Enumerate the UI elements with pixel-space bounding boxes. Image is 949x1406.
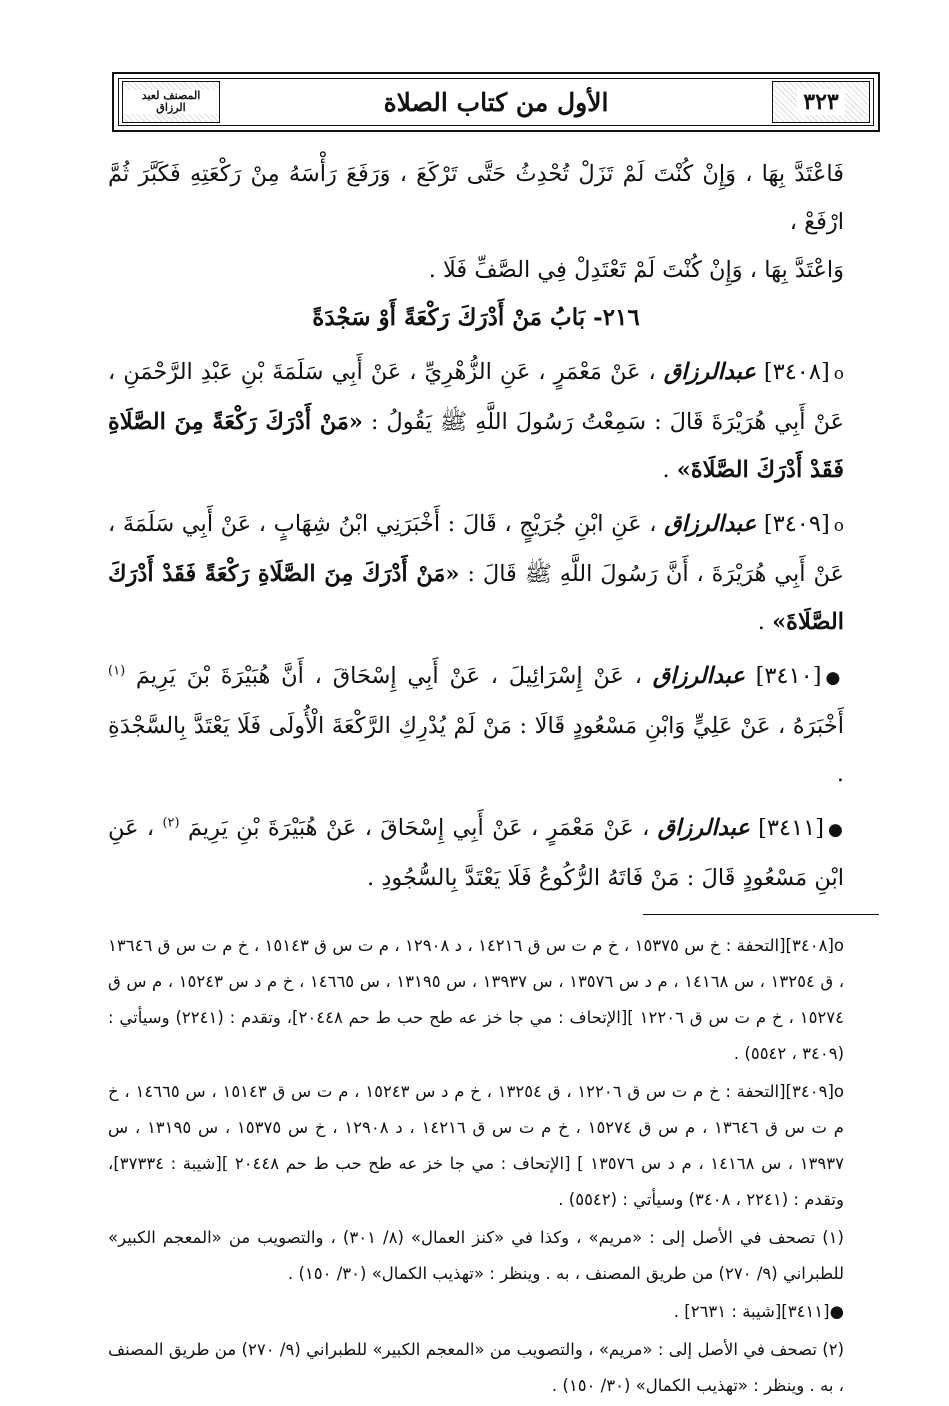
hadith-author: عبدالرزاق <box>657 815 750 841</box>
hadith-number: [٣٤١٠] <box>755 663 822 689</box>
hadith-marker: ● <box>825 668 844 688</box>
hadith-3411 <box>108 804 844 902</box>
hadith-marker: ο <box>833 364 845 384</box>
hadith-marker: ● <box>828 820 845 840</box>
hadith-text: ، عَنِ ابْنِ جُرَيْجٍ ، قَالَ : أَخْبَرَنِي ابْنُ شِهَابٍ ، عَنْ أَبِي سَلَمَةَ ، عَنْ أَبِي هُرَيْرَةَ ، أَنَّ رَسُولَ اللَّهِ ﷺ قَالَ : <box>108 511 844 587</box>
page-number-box <box>772 81 870 123</box>
hadith-number: [٣٤٠٨] <box>763 359 830 385</box>
hadith-text: ، عَنْ مَعْمَرٍ ، عَنْ أَبِي إِسْحَاقَ ، عَنْ هُبَيْرَةَ بْنِ يَرِيمَ <box>187 815 650 841</box>
hadith-end: . <box>662 457 670 483</box>
footnote-takhrij-3408: ο[٣٤٠٨][التحفة : خ س ١٥٣٧٥ ، خ م ت س ق ١٤٢١٦ ، د ١٢٩٠٨ ، م ت س ق ١٥١٤٣ ، خ م ت س ق ١٣٦٤٦ ، ق ١٣٢٥٤ ، س ١٤١٦٨ ، م د س ١٣٥٧٦ ، س ١٣٩٣٧ ، س ١٣١٩٥ ، س ١٤٦٦٥ ، خ م د س ١٥٢٤٣ ، م س ق ١٥٢٧٤ ، خ م ت س ق ١٢٢٠٦ ][الإتحاف : مي جا خز عه طح حب ط حم ٢٠٤٤٨]، وتقدم : (٢٢٤١) وسيأتي : (٣٤٠٩ ، ٥٥٤٢) . <box>108 936 845 1063</box>
hadith-text: ، عَنْ مَعْمَرٍ ، عَنِ الزُّهْرِيِّ ، عَنْ أَبِي سَلَمَةَ بْنِ عَبْدِ الرَّحْمَنِ ، عَنْ أَبِي هُرَيْرَةَ قَالَ : سَمِعْتُ رَسُولَ اللَّهِ ﷺ يَقُولُ : <box>108 359 844 435</box>
footnotes <box>108 928 844 1406</box>
footnote-ref[interactable]: (٢) <box>162 815 180 831</box>
hadith-3408 <box>108 348 844 494</box>
hadith-author: عبدالرزاق <box>652 663 745 689</box>
hadith-author: عبدالرزاق <box>664 511 757 537</box>
hadith-text: ، عَنْ إِسْرَائِيلَ ، عَنْ أَبِي إِسْحَاقَ ، أَنَّ هُبَيْرَةَ بْنَ يَرِيمَ <box>135 663 642 689</box>
page-number: ٣٢٣ <box>797 89 844 115</box>
footnote-takhrij-3409: ο[٣٤٠٩][التحفة : خ م ت س ق ١٢٢٠٦ ، ق ١٣٢٥٤ ، خ م د س ١٥٢٤٣ ، م ت س ق ١٥١٤٣ ، س ١٤٦٦٥ ، خ م ت س ق ١٣٦٤٦ ، م س ق ١٥٢٧٤ ، خ م ت س ق ١٤٢١٦ ، د ١٢٩٠٨ ، خ س ١٥٣٧٥ ، س ١٣١٩٥ ، س ١٣٩٣٧ ، س ١٤١٦٨ ، م د س ١٣٥٧٦ ] [الإتحاف : مي جا خز عه طح حب ط حم ٢٠٤٤٨ ][شيبة : ٣٧٣٣٤]، وتقدم : (٢٢٤١ ، ٣٤٠٨) وسيأتي : (٥٥٤٢) . <box>108 1082 844 1209</box>
running-header <box>112 72 880 132</box>
footnote-ref[interactable]: (١) <box>108 663 126 679</box>
footnote-1: (١) تصحف في الأصل إلى : «مريم» ، وكذا في «كنز العمال» (٨/ ٣٠١) ، والتصويب من «المعجم الكبير» للطبراني (٩/ ٢٧٠) من طريق المصنف ، به . وينظر : «تهذيب الكمال» (٣٠/ ١٥٠) . <box>108 1228 844 1283</box>
hadith-quote: «مَنْ أَدْرَكَ مِنَ الصَّلَاةِ رَكْعَةً فَقَدْ أَدْرَكَ الصَّلَاةَ» <box>108 561 844 635</box>
hadith-text-cont: ، عَنِ ابْنِ مَسْعُودٍ قَالَ : مَنْ فَاتَهُ الرُّكُوعُ فَلَا يَعْتَدَّ بِالسُّجُودِ . <box>108 815 844 891</box>
hadith-3409 <box>108 500 844 646</box>
book-logo-text: المصنف لعبد الرزاق <box>123 90 219 114</box>
hadith-number: [٣٤٠٩] <box>763 511 830 537</box>
chapter-title: ٢١٦- بَابُ مَنْ أَدْرَكَ رَكْعَةً أَوْ سَجْدَةً <box>312 304 640 331</box>
header-title: الأول من كتاب الصلاة <box>383 87 609 117</box>
footnote-takhrij-3411: ●[٣٤١١][شيبة : ٢٦٣١] . <box>673 1302 844 1321</box>
hadith-text-cont: أَخْبَرَهُ ، عَنْ عَلِيٍّ وَابْنِ مَسْعُودٍ قَالَا : مَنْ لَمْ يُدْرِكِ الرَّكْعَةَ الْأُولَى فَلَا يَعْتَدَّ بِالسَّجْدَةِ . <box>108 713 844 787</box>
hadith-number: [٣٤١١] <box>758 815 825 841</box>
hadith-author: عبدالرزاق <box>663 359 756 385</box>
main-text <box>108 150 844 902</box>
hadith-3410 <box>108 652 844 798</box>
intro-line: وَاعْتَدَّ بِهَا ، وَإِنْ كُنْتَ لَمْ تَعْتَدِلْ فِي الصَّفِّ فَلَا . <box>428 257 844 283</box>
hadith-end: . <box>757 609 765 635</box>
intro-line: فَاعْتَدَّ بِهَا ، وَإِنْ كُنْتَ لَمْ تَزَلْ تُحْدِثُ حَتَّى تَرْكَعَ ، وَرَفَعَ رَأْسَهُ مِنْ رَكْعَتِهِ فَكَبَّرَ ثُمَّ ارْفَعْ ، <box>108 161 844 235</box>
book-logo <box>122 81 220 123</box>
footnote-2: (٢) تصحف في الأصل إلى : «مريم» ، والتصويب من «المعجم الكبير» للطبراني (٩/ ٢٧٠) من طريق المصنف ، به . وينظر : «تهذيب الكمال» (٣٠/ ١٥٠) . <box>108 1340 844 1395</box>
hadith-marker: ο <box>833 516 845 536</box>
hadith-quote: «مَنْ أَدْرَكَ رَكْعَةً مِنَ الصَّلَاةِ فَقَدْ أَدْرَكَ الصَّلَاةَ» <box>108 409 844 483</box>
footnote-divider <box>643 914 879 915</box>
